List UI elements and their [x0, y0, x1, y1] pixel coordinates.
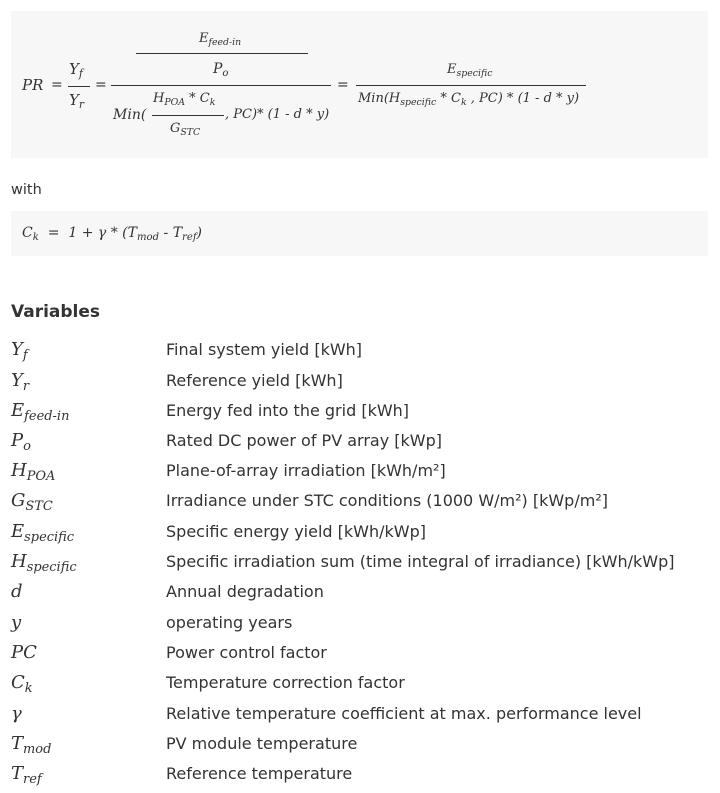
variable-row — [11, 460, 711, 490]
min-open: Min( — [113, 107, 147, 123]
variable-description: Rated DC power of PV array [kWp] — [166, 431, 442, 450]
variable-symbol: $E_{specific}$ — [11, 521, 75, 545]
variable-row — [11, 490, 711, 520]
pr-formula-block — [11, 11, 708, 158]
variable-row — [11, 733, 711, 763]
gstc-symbol: $G_{STC}$ — [170, 121, 201, 138]
variable-description: Power control factor — [166, 643, 327, 662]
variable-description: operating years — [166, 613, 293, 632]
variable-symbol: γ — [11, 703, 22, 724]
variable-description: Plane-of-array irradiation [kWh/m²] — [166, 461, 446, 480]
ck-formula-block — [11, 211, 708, 256]
variable-symbol: $T_{ref}$ — [11, 763, 42, 787]
yf-yr-fraction-line — [68, 86, 90, 87]
variable-symbol: y — [11, 612, 22, 633]
variable-symbol: $E_{feed-in}$ — [11, 400, 70, 424]
variable-row — [11, 612, 711, 642]
specific-denominator: $Min(H_{specific} * C_k$ , PC) * (1 - d * y) — [358, 91, 580, 108]
variable-symbol: $C_k$ — [11, 672, 33, 696]
hpoa-times-ck: $H_{POA} * C_k$ — [153, 91, 216, 108]
variable-description: Reference temperature — [166, 764, 353, 783]
variable-symbol: $H_{specific}$ — [11, 551, 77, 575]
variable-description: Temperature correction factor — [166, 673, 405, 692]
yf-symbol: $Y_f$ — [69, 60, 83, 81]
variable-description: PV module temperature — [166, 734, 358, 753]
variable-row — [11, 400, 711, 430]
yr-symbol: $Y_r$ — [69, 91, 85, 112]
variable-row — [11, 703, 711, 733]
variable-symbol: $T_{mod}$ — [11, 733, 52, 757]
especific-symbol: $E_{specific}$ — [447, 62, 493, 79]
variable-symbol: $P_o$ — [11, 430, 31, 454]
pc-degradation-tail: , PC)* (1 - d * y) — [225, 107, 330, 122]
variable-row — [11, 521, 711, 551]
variable-symbol: $G_{STC}$ — [11, 490, 53, 514]
with-label: with — [11, 182, 42, 198]
variable-row — [11, 339, 711, 369]
variable-description: Relative temperature coefficient at max. performance level — [166, 704, 642, 723]
variable-description: Energy fed into the grid [kWh] — [166, 401, 410, 420]
variable-row — [11, 672, 711, 702]
variable-row — [11, 763, 711, 793]
variable-description: Annual degradation — [166, 582, 324, 601]
main-fraction-line — [111, 85, 331, 86]
variable-symbol: $Y_f$ — [11, 339, 28, 363]
variable-description: Specific energy yield [kWh/kWp] — [166, 522, 426, 541]
variable-symbol: d — [11, 581, 23, 602]
efeed-in-symbol: $E_{feed-in}$ — [199, 31, 242, 48]
variable-description: Specific irradiation sum (time integral of irradiance) [kWh/kWp] — [166, 552, 675, 571]
variable-symbol: PC — [11, 642, 37, 663]
variable-description: Irradiance under STC conditions (1000 W/m²) [kWp/m²] — [166, 491, 608, 510]
variable-row — [11, 551, 711, 581]
variable-row — [11, 642, 711, 672]
equals-sign-2: = — [95, 77, 107, 93]
variable-description: Final system yield [kWh] — [166, 340, 363, 359]
equals-sign-1: = — [51, 77, 63, 93]
po-symbol: $P_o$ — [213, 61, 229, 80]
pr-symbol: PR — [22, 76, 44, 94]
variable-row — [11, 581, 711, 611]
variables-heading: Variables — [11, 302, 101, 322]
variable-symbol: $H_{POA}$ — [11, 460, 56, 484]
efeed-po-fraction-line — [136, 53, 308, 54]
hpoa-gstc-fraction-line — [152, 115, 224, 116]
equals-sign-3: = — [337, 77, 349, 93]
variable-row — [11, 430, 711, 460]
variable-symbol: $Y_r$ — [11, 370, 30, 394]
variable-description: Reference yield [kWh] — [166, 371, 343, 390]
specific-fraction-line — [356, 85, 586, 86]
variable-row — [11, 370, 711, 400]
ck-formula: $C_k = 1 + \gamma * (T_{mod} - T_{ref})$ — [22, 225, 203, 244]
